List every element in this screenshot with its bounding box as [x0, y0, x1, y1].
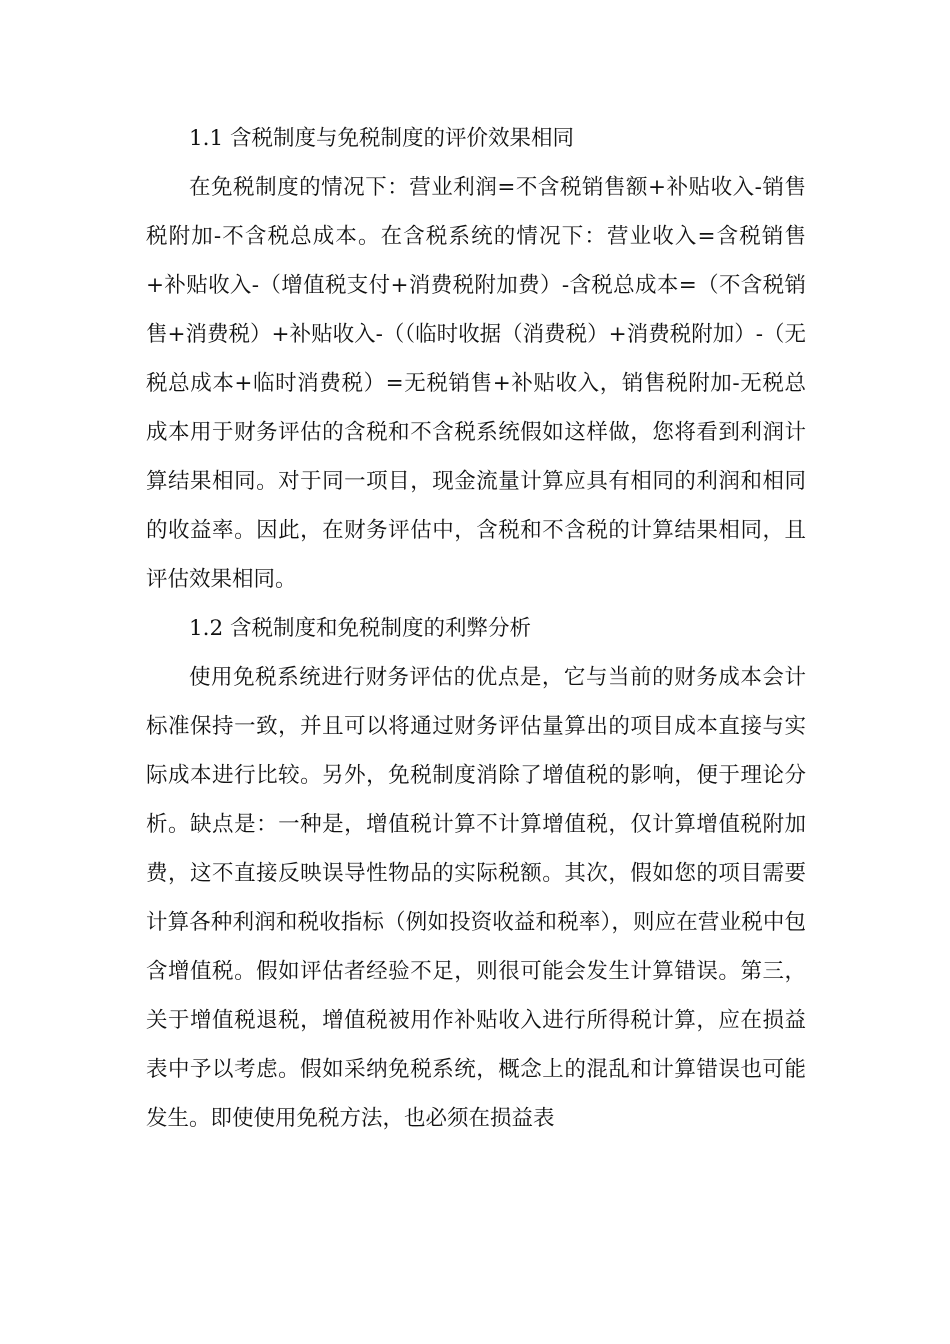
paragraph-tax-evaluation: 在免税制度的情况下：营业利润=不含税销售额+补贴收入-销售税附加-不含税总成本。在含税系统的情况下：营业收入=含税销售+补贴收入-（增值税支付+消费税附加费）-含税总成本=（不含税销售+消费税）+补贴收入-（（临时收据（消费税）+消费税附加）-（无税总成本+临时消费税）=无税销售+补贴收入，销售税附加-无税总成本用于财务评估的含税和不含税系统假如这样做，您将看到利润计算结果相同。对于同一项目，现金流量计算应具有相同的利润和相同的收益率。因此，在财务评估中，含税和不含税的计算结果相同，且评估效果相同。	[146, 175, 806, 592]
section-heading-1-1: 1.1 含税制度与免税制度的评价效果相同	[189, 126, 575, 151]
document-body	[146, 114, 806, 1143]
paragraph-pros-cons: 使用免税系统进行财务评估的优点是，它与当前的财务成本会计标准保持一致，并且可以将通过财务评估量算出的项目成本直接与实际成本进行比较。另外，免税制度消除了增值税的影响，便于理论分析。缺点是：一种是，增值税计算不计算增值税，仅计算增值税附加费，这不直接反映误导性物品的实际税额。其次，假如您的项目需要计算各种利润和税收指标（例如投资收益和税率），则应在营业税中包含增值税。假如评估者经验不足，则很可能会发生计算错误。第三，关于增值税退税，增值税被用作补贴收入进行所得税计算，应在损益表中予以考虑。假如采纳免税系统，概念上的混乱和计算错误也可能发生。即使使用免税方法，也必须在损益表	[146, 665, 806, 1131]
section-heading-1-2: 1.2 含税制度和免税制度的利弊分析	[189, 616, 532, 641]
